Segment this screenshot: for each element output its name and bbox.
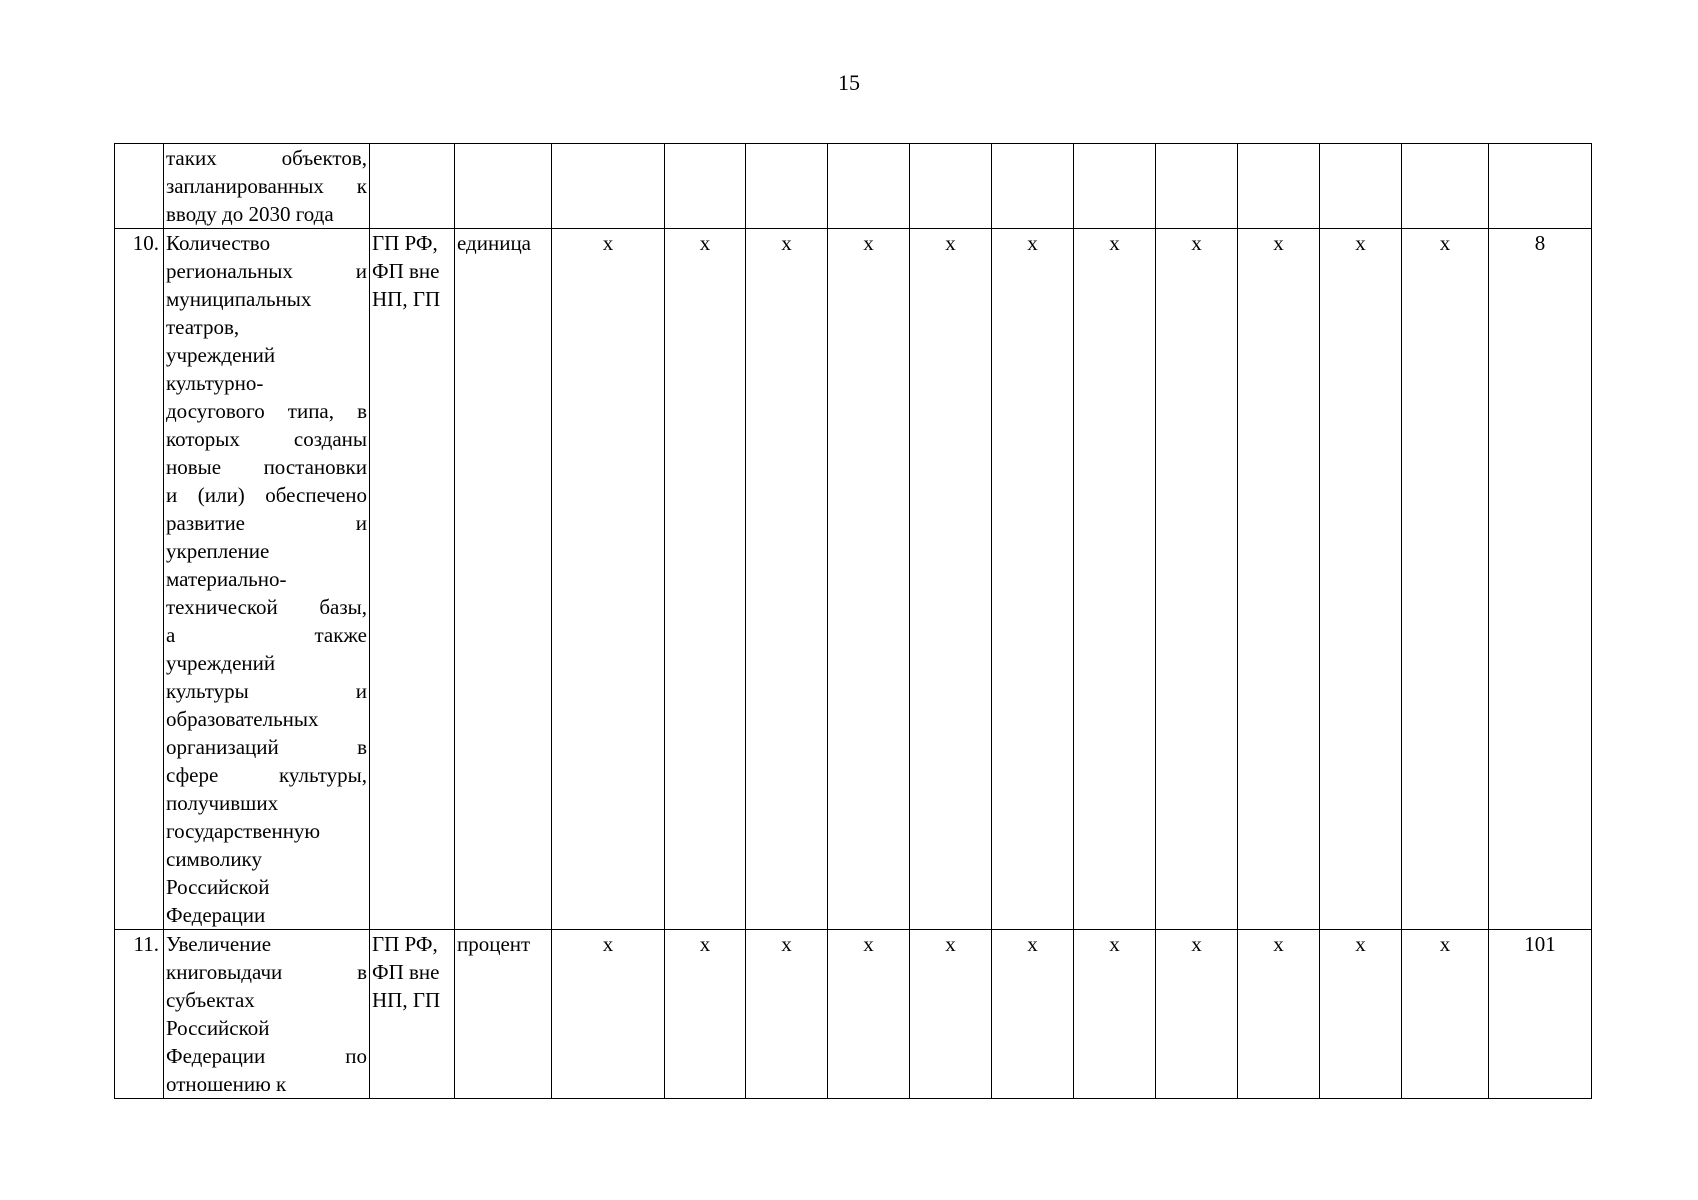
value-cell: x [992, 930, 1074, 1099]
value-cell: x [910, 930, 992, 1099]
table-row [115, 930, 1592, 1099]
indicator-name-line: символику [166, 847, 262, 871]
indicator-name-line: организаций в [166, 735, 367, 759]
value-cell: 8 [1489, 229, 1592, 930]
value-cell [992, 144, 1074, 229]
indicator-name-line: учреждений [166, 651, 276, 675]
indicator-name-line: новые постановки [166, 455, 367, 479]
indicator-name-line: государственную [166, 819, 321, 843]
value-cell [828, 144, 910, 229]
value-cell: x [665, 229, 746, 930]
indicator-name-line: книговыдачи в [166, 960, 367, 984]
value-cell: x [828, 930, 910, 1099]
indicator-name-line: культуры и [166, 679, 367, 703]
indicator-name-line: материально- [166, 567, 287, 591]
source-cell [370, 229, 455, 930]
value-cell [665, 144, 746, 229]
value-cell [1074, 144, 1156, 229]
value-cell [552, 144, 665, 229]
value-cell: x [746, 930, 828, 1099]
value-cell [746, 144, 828, 229]
row-number: 10. [115, 229, 164, 930]
indicator-name-line: образовательных [166, 707, 319, 731]
value-cell [1402, 144, 1489, 229]
indicator-name-line: культурно- [166, 371, 264, 395]
indicator-name [164, 144, 370, 229]
value-cell: x [1402, 229, 1489, 930]
value-cell: x [1238, 229, 1320, 930]
value-cell: x [1074, 930, 1156, 1099]
source-cell [370, 930, 455, 1099]
value-cell: x [665, 930, 746, 1099]
indicator-name-line: субъектах [166, 988, 255, 1012]
indicator-name-line: получивших [166, 791, 279, 815]
indicator-name-line: а также [166, 623, 367, 647]
indicator-name-line: муниципальных [166, 287, 312, 311]
row-number [115, 144, 164, 229]
source-line: ФП вне [372, 259, 440, 283]
indicator-name-line: Увеличение [166, 932, 272, 956]
indicator-name-line: театров, [166, 315, 240, 339]
unit-cell [455, 144, 552, 229]
indicator-name-line: Количество [166, 231, 271, 255]
table-row [115, 144, 1592, 229]
value-cell: x [910, 229, 992, 930]
value-cell: x [552, 930, 665, 1099]
value-cell [910, 144, 992, 229]
indicator-name-line: развитие и [166, 511, 367, 535]
value-cell [1320, 144, 1402, 229]
source-line: ГП РФ, [372, 932, 438, 956]
value-cell [1238, 144, 1320, 229]
indicator-name-line: досугового типа, в [166, 399, 367, 423]
indicator-name-line: отношению к [166, 1072, 287, 1096]
value-cell: x [1320, 930, 1402, 1099]
indicator-name [164, 930, 370, 1099]
source-line: ГП РФ, [372, 231, 438, 255]
indicator-name-line: региональных и [166, 259, 367, 283]
value-cell: x [1320, 229, 1402, 930]
value-cell: x [746, 229, 828, 930]
indicator-name-line: технической базы, [166, 595, 367, 619]
source-line: ФП вне [372, 960, 440, 984]
indicator-name-line: укрепление [166, 539, 270, 563]
value-cell: x [1074, 229, 1156, 930]
unit-cell: единица [455, 229, 552, 930]
indicator-name-line: запланированных к [166, 174, 367, 198]
indicator-name-line: вводу до 2030 года [166, 202, 334, 226]
value-cell: x [992, 229, 1074, 930]
row-number: 11. [115, 930, 164, 1099]
source-line: НП, ГП [372, 988, 441, 1012]
value-cell: x [1238, 930, 1320, 1099]
value-cell [1489, 144, 1592, 229]
value-cell: x [552, 229, 665, 930]
indicator-name-line: таких объектов, [166, 146, 367, 170]
value-cell: 101 [1489, 930, 1592, 1099]
indicator-name [164, 229, 370, 930]
table-row [115, 229, 1592, 930]
value-cell: x [1156, 229, 1238, 930]
source-line: НП, ГП [372, 287, 441, 311]
indicator-name-line: сфере культуры, [166, 763, 367, 787]
indicator-name-line: учреждений [166, 343, 276, 367]
value-cell: x [828, 229, 910, 930]
indicator-name-line: которых созданы [166, 427, 367, 451]
indicator-name-line: Российской [166, 1016, 270, 1040]
source-cell [370, 144, 455, 229]
unit-cell: процент [455, 930, 552, 1099]
value-cell [1156, 144, 1238, 229]
indicator-name-line: и (или) обеспечено [166, 483, 367, 507]
indicators-table [114, 143, 1592, 1099]
indicator-name-line: Федерации по [166, 1044, 367, 1068]
value-cell: x [1156, 930, 1238, 1099]
indicator-name-line: Российской [166, 875, 270, 899]
value-cell: x [1402, 930, 1489, 1099]
indicator-name-line: Федерации [166, 903, 266, 927]
page-number: 15 [838, 70, 860, 95]
